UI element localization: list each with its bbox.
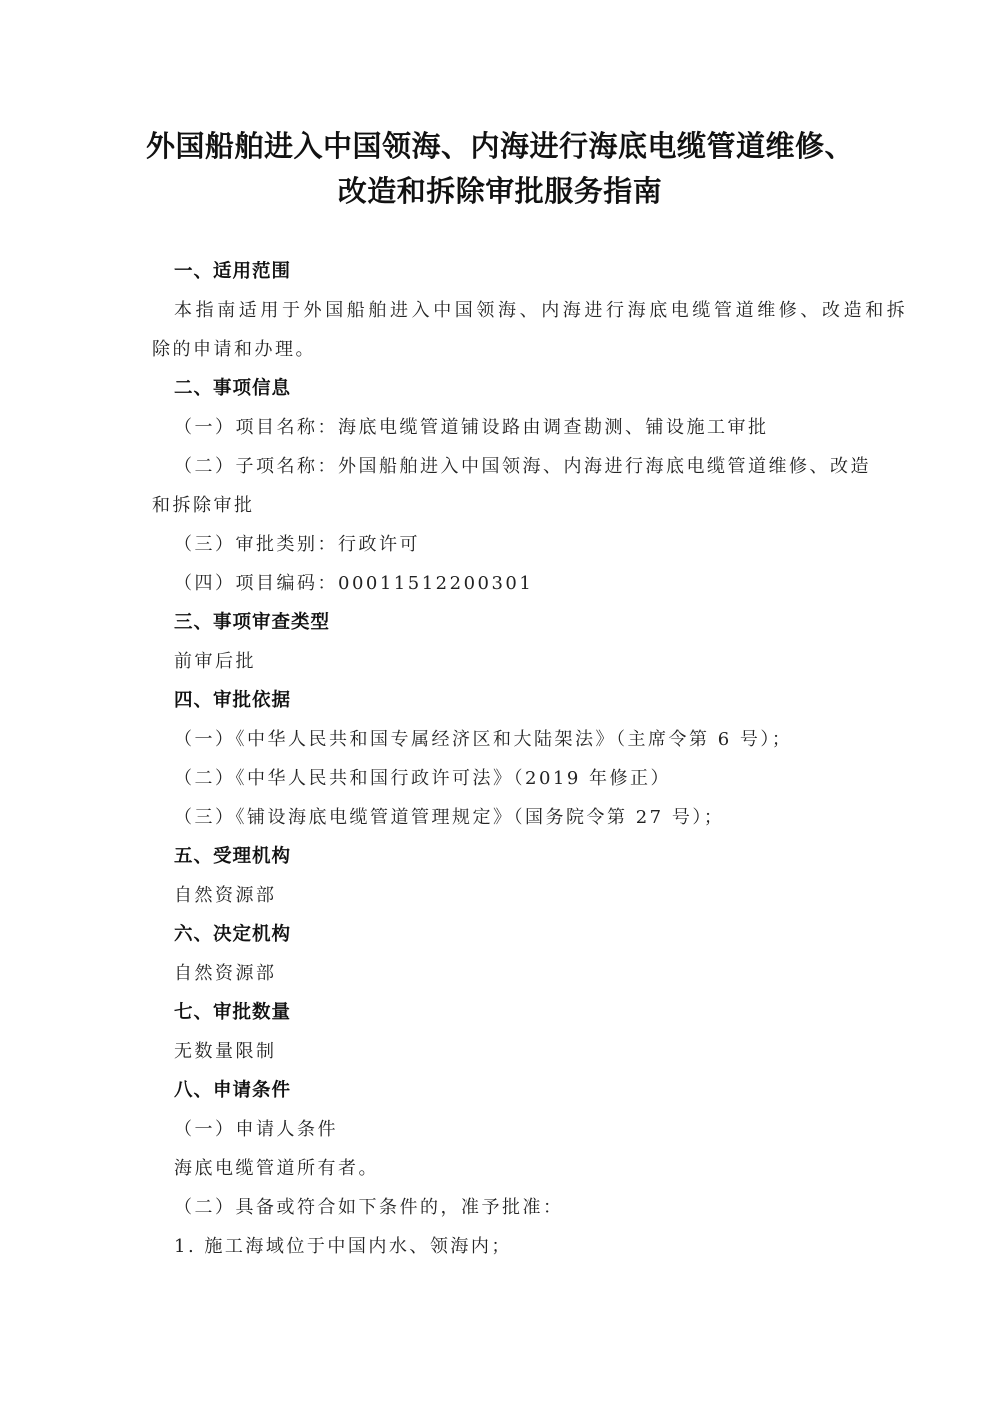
paragraph-line: （二）具备或符合如下条件的，准予批准： bbox=[174, 1197, 564, 1218]
paragraph-line: （三）《铺设海底电缆管道管理规定》（国务院令第 27 号）； bbox=[174, 807, 725, 828]
paragraph-line: 本指南适用于外国船舶进入中国领海、内海进行海底电缆管道维修、改造和拆 bbox=[174, 300, 909, 321]
section-heading-approval-quantity: 七、审批数量 bbox=[174, 1002, 292, 1023]
paragraph-line: 前审后批 bbox=[174, 651, 256, 672]
paragraph-line: 海底电缆管道所有者。 bbox=[174, 1158, 379, 1179]
paragraph-line: 自然资源部 bbox=[174, 885, 277, 906]
document-title-line-1: 外国船舶进入中国领海、内海进行海底电缆管道维修、 bbox=[145, 129, 854, 163]
paragraph-line: 无数量限制 bbox=[174, 1041, 277, 1062]
section-heading-review-type: 三、事项审查类型 bbox=[174, 612, 331, 633]
document-title-line-2: 改造和拆除审批服务指南 bbox=[337, 174, 663, 208]
paragraph-line: （二）子项名称：外国船舶进入中国领海、内海进行海底电缆管道维修、改造 bbox=[174, 456, 871, 477]
paragraph-line: （二）《中华人民共和国行政许可法》（2019 年修正） bbox=[174, 768, 672, 789]
section-heading-deciding-agency: 六、决定机构 bbox=[174, 924, 292, 945]
paragraph-line: 和拆除审批 bbox=[152, 495, 255, 516]
section-heading-item-info: 二、事项信息 bbox=[174, 378, 292, 399]
section-heading-scope: 一、适用范围 bbox=[174, 261, 292, 282]
paragraph-line: （四）项目编码：00011512200301 bbox=[174, 573, 534, 594]
paragraph-line: （一）项目名称：海底电缆管道铺设路由调查勘测、铺设施工审批 bbox=[174, 417, 769, 438]
paragraph-line: （一）《中华人民共和国专属经济区和大陆架法》（主席令第 6 号）； bbox=[174, 729, 793, 750]
section-heading-legal-basis: 四、审批依据 bbox=[174, 690, 292, 711]
paragraph-line: 除的申请和办理。 bbox=[152, 339, 316, 360]
section-heading-application-conditions: 八、申请条件 bbox=[174, 1080, 292, 1101]
paragraph-line: （一）申请人条件 bbox=[174, 1119, 338, 1140]
section-heading-accepting-agency: 五、受理机构 bbox=[174, 846, 292, 867]
paragraph-line: 自然资源部 bbox=[174, 963, 277, 984]
paragraph-line: 1. 施工海域位于中国内水、领海内； bbox=[174, 1236, 512, 1257]
paragraph-line: （三）审批类别：行政许可 bbox=[174, 534, 420, 555]
